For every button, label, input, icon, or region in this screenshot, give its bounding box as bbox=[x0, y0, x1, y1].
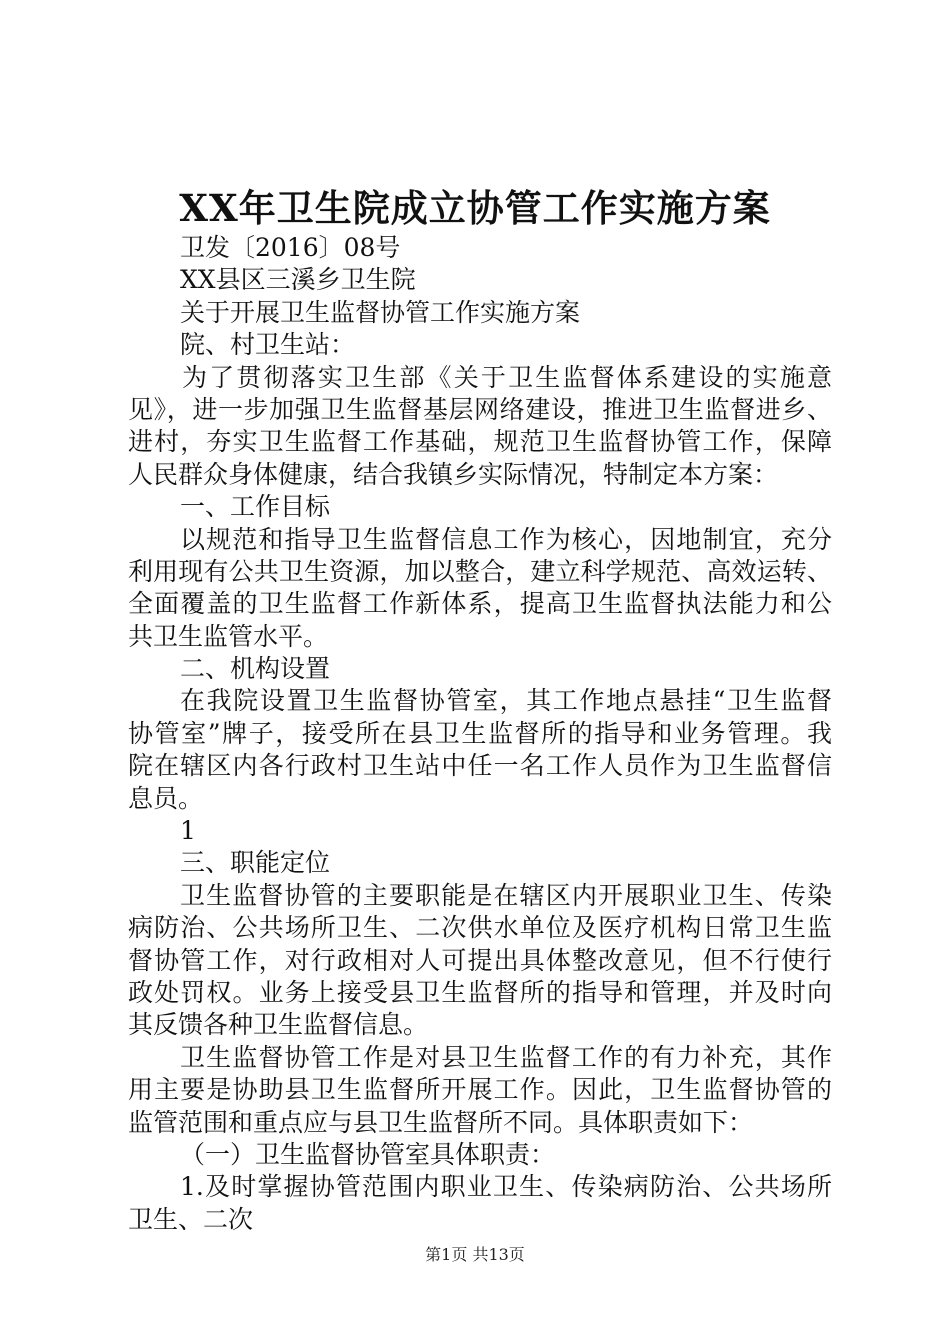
document-body bbox=[128, 232, 832, 1236]
section-heading: 三、职能定位 bbox=[180, 848, 331, 878]
paragraph-line: 其反馈各种卫生监督信息。 bbox=[128, 1010, 429, 1040]
page-footer: 第1页 共13页 bbox=[425, 1245, 525, 1264]
doc-number-line: 卫发〔2016〕08号 bbox=[180, 233, 401, 262]
paragraph-line: 利用现有公共卫生资源，加以整合，建立科学规范、高效运转、 bbox=[128, 556, 832, 586]
paragraph-line: 病防治、公共场所卫生、二次供水单位及医疗机构日常卫生监 bbox=[128, 913, 832, 943]
paragraph-line: 共卫生监管水平。 bbox=[128, 621, 329, 651]
paragraph-line: 1.及时掌握协管范围内职业卫生、传染病防治、公共场所 bbox=[180, 1172, 832, 1202]
paragraph-line: 政处罚权。业务上接受县卫生监督所的指导和管理，并及时向 bbox=[128, 977, 832, 1007]
section-heading: 一、工作目标 bbox=[180, 492, 331, 522]
paragraph-line: 在我院设置卫生监督协管室，其工作地点悬挂“卫生监督 bbox=[180, 686, 832, 716]
issuer-line: XX县区三溪乡卫生院 bbox=[180, 265, 416, 295]
paragraph-line: 卫生、二次 bbox=[128, 1204, 254, 1234]
paragraph-line: 进村，夯实卫生监督工作基础，规范卫生监督协管工作，保障 bbox=[128, 427, 832, 457]
paragraph-line: 卫生监督协管工作是对县卫生监督工作的有力补充，其作 bbox=[180, 1042, 832, 1072]
paragraph-line: 人民群众身体健康，结合我镇乡实际情况，特制定本方案： bbox=[128, 459, 779, 489]
section-heading: 二、机构设置 bbox=[180, 654, 331, 684]
document-title: XX年卫生院成立协管工作实施方案 bbox=[179, 186, 771, 230]
paragraph-line: 为了贯彻落实卫生部《关于卫生监督体系建设的实施意 bbox=[182, 362, 832, 392]
paragraph-line: 用主要是协助县卫生监督所开展工作。因此，卫生监督协管的 bbox=[128, 1075, 832, 1105]
paragraph-line: 督协管工作，对行政相对人可提出具体整改意见，但不行使行 bbox=[128, 945, 832, 975]
paragraph-line: 院在辖区内各行政村卫生站中任一名工作人员作为卫生监督信 bbox=[128, 751, 832, 781]
paragraph-line: 监管范围和重点应与县卫生监督所不同。具体职责如下： bbox=[128, 1107, 754, 1137]
subject-line: 关于开展卫生监督协管工作实施方案 bbox=[180, 297, 581, 327]
paragraph-line: 卫生监督协管的主要职能是在辖区内开展职业卫生、传染 bbox=[180, 880, 832, 910]
paragraph-line: 见》，进一步加强卫生监督基层网络建设，推进卫生监督进乡、 bbox=[128, 394, 832, 424]
subsection-heading: （一）卫生监督协管室具体职责： bbox=[180, 1139, 556, 1169]
paragraph-line: 协管室”牌子，接受所在县卫生监督所的指导和业务管理。我 bbox=[128, 718, 832, 748]
paragraph-line: 以规范和指导卫生监督信息工作为核心，因地制宜，充分 bbox=[180, 524, 832, 554]
paragraph-line: 息员。 bbox=[128, 783, 204, 813]
recipient-line: 院、村卫生站： bbox=[180, 330, 356, 360]
paragraph-line: 全面覆盖的卫生监督工作新体系，提高卫生监督执法能力和公 bbox=[128, 589, 832, 619]
inline-page-number: 1 bbox=[180, 816, 196, 846]
